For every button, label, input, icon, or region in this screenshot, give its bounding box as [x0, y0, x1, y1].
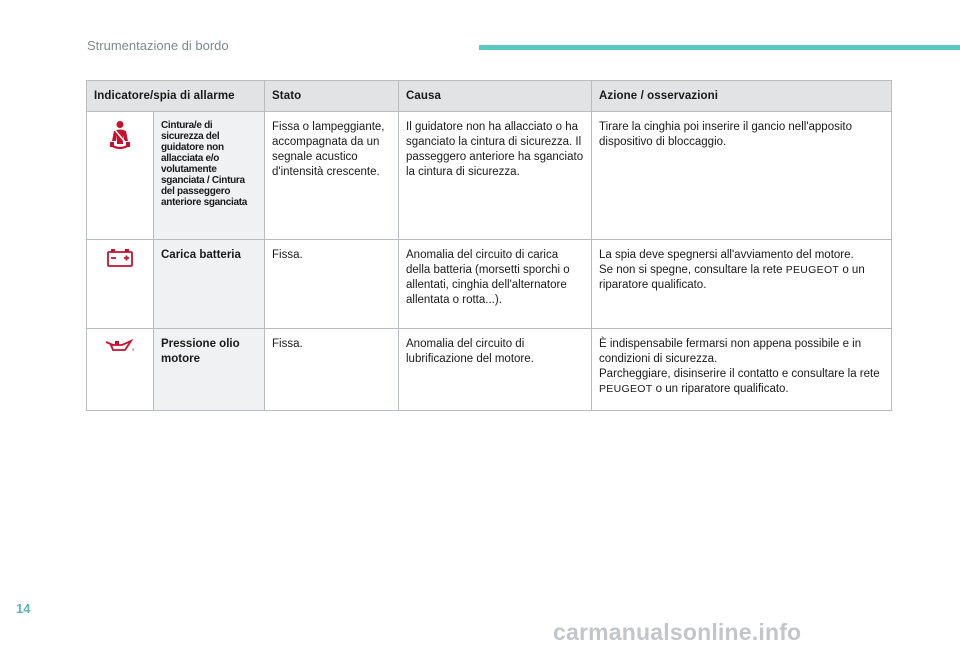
indicator-name: Cintura/e di sicurezza del guidatore non allacciata e/o volutamente sganciata / Cintura del passeggero anteriore sganciata — [154, 112, 265, 240]
table-row-oil-pressure — [87, 329, 892, 411]
column-header-state: Stato — [265, 81, 399, 112]
icon-cell — [87, 240, 154, 329]
column-header-action: Azione / osservazioni — [592, 81, 892, 112]
section-accent-bar — [479, 45, 960, 50]
seatbelt-warning-icon — [107, 120, 133, 157]
cause-cell: Anomalia del circuito di lubrificazione del motore. — [399, 329, 592, 411]
icon-cell — [87, 112, 154, 240]
section-title: Strumentazione di bordo — [87, 38, 229, 53]
battery-icon — [106, 248, 134, 273]
state-cell: Fissa o lampeggiante, accompagnata da un segnale acustico d'intensità crescente. — [265, 112, 399, 240]
action-text: Parcheggiare, disinserire il contatto e consultare la rete — [599, 368, 880, 380]
cause-cell: Anomalia del circuito di carica della batteria (morsetti sporchi o allentati, cinghia dell'alternatore allentata o rotta...). — [399, 240, 592, 329]
page-number: 14 — [16, 601, 31, 616]
column-header-indicator: Indicatore/spia di allarme — [87, 81, 265, 112]
cause-cell: Il guidatore non ha allacciato o ha sganciato la cintura di sicurezza. Il passeggero anteriore ha sganciato la cintura di sicurezza. — [399, 112, 592, 240]
watermark: carmanualsonline.info — [553, 619, 802, 645]
action-text: o un riparatore qualificato. — [655, 383, 789, 395]
warning-lights-table — [86, 80, 892, 411]
brand-name: PEUGEOT — [785, 264, 840, 276]
indicator-name: Carica batteria — [154, 240, 265, 329]
action-text: Se non si spegne, consultare la rete — [599, 264, 783, 276]
action-text: La spia deve spegnersi all'avviamento del motore. — [599, 249, 854, 261]
state-cell: Fissa. — [265, 329, 399, 411]
action-text: È indispensabile fermarsi non appena possibile e in condizioni di sicurezza. — [599, 338, 862, 365]
oil-pressure-icon — [104, 337, 136, 360]
table-row-seatbelt — [87, 112, 892, 240]
state-cell: Fissa. — [265, 240, 399, 329]
action-text: o un riparatore qualificato. — [599, 264, 865, 291]
action-cell — [592, 329, 892, 411]
column-header-cause: Causa — [399, 81, 592, 112]
action-cell — [592, 240, 892, 329]
table-row-battery — [87, 240, 892, 329]
action-cell: Tirare la cinghia poi inserire il gancio nell'apposito dispositivo di bloccaggio. — [592, 112, 892, 240]
icon-cell — [87, 329, 154, 411]
table-header-row — [87, 81, 892, 112]
brand-name: PEUGEOT — [599, 383, 653, 395]
indicator-name: Pressione olio motore — [154, 329, 265, 411]
